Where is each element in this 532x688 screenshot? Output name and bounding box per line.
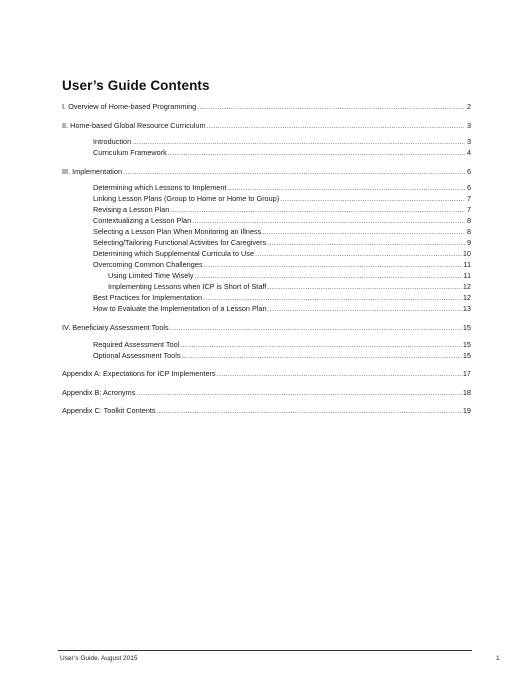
toc-dot-leader (136, 387, 461, 398)
toc-dot-leader (217, 368, 462, 379)
toc-dot-leader (168, 147, 465, 158)
footer-page-number: 1 (496, 655, 500, 662)
toc-entry-title: Optional Assessment Tools (93, 350, 181, 360)
toc-entry-title: Overcoming Common Challenges (93, 260, 203, 270)
toc-dot-leader (255, 248, 462, 259)
toc-entry-title: Appendix B: Acronyms (62, 387, 136, 397)
toc-entry-title: Introduction (93, 137, 132, 147)
toc-entry[interactable] (62, 182, 471, 193)
toc-entry-page-number: 8 (466, 227, 471, 237)
toc-entry-page-number: 15 (462, 322, 471, 332)
toc-entry-title: Using Limited Time Wisely (108, 271, 194, 281)
toc-entry-title: Implementing Lessons when ICP is Short of Staff (108, 282, 267, 292)
toc-entry-title: Revising a Lesson Plan (93, 205, 170, 215)
toc-entry[interactable] (62, 215, 471, 226)
toc-entry[interactable] (62, 204, 471, 215)
toc-entry-title: Curriculum Framework (93, 148, 167, 158)
toc-entry[interactable] (62, 248, 471, 259)
toc-entry-page-number: 7 (466, 194, 471, 204)
toc-dot-leader (123, 166, 465, 177)
toc-entry-title: I. Overview of Home-based Programming (62, 102, 197, 111)
page-title: User’s Guide Contents (62, 78, 210, 93)
toc-entry-page-number: 13 (462, 304, 471, 314)
toc-entry-title: Determining which Supplemental Curricula to Use (93, 249, 255, 259)
toc-dot-leader (180, 339, 462, 350)
toc-dot-leader (262, 226, 465, 237)
toc-entry[interactable] (62, 292, 471, 303)
toc-entry[interactable] (62, 405, 471, 416)
toc-dot-leader (204, 259, 463, 270)
toc-entry[interactable] (62, 259, 471, 270)
toc-entry[interactable] (62, 339, 471, 350)
toc-entry-page-number: 11 (463, 271, 471, 281)
footer-divider (58, 650, 472, 651)
toc-entry-page-number: 19 (462, 406, 471, 416)
toc-dot-leader (170, 204, 465, 215)
toc-entry-title: Determining which Lessons to Implement (93, 183, 227, 193)
toc-entry-page-number: 18 (462, 387, 471, 397)
toc-entry-page-number: 9 (466, 238, 471, 248)
toc-entry-title: Best Practices for Implementation (93, 293, 203, 303)
toc-entry-page-number: 17 (462, 369, 471, 379)
toc-entry-title: II. Home-based Global Resource Curriculum (62, 120, 206, 130)
toc-dot-leader (192, 215, 465, 226)
toc-entry[interactable] (62, 136, 471, 147)
toc-entry[interactable] (62, 387, 471, 398)
toc-dot-leader (203, 292, 462, 303)
toc-dot-leader (207, 120, 465, 131)
toc-entry-title: Linking Lesson Plans (Group to Home or Home to Group) (93, 194, 280, 204)
toc-dot-leader (280, 193, 465, 204)
toc-dot-leader (267, 281, 462, 292)
toc-entry-page-number: 12 (462, 293, 471, 303)
toc-entry-page-number: 7 (466, 205, 471, 215)
toc-entry[interactable] (62, 350, 471, 361)
toc-entry-page-number: 3 (466, 120, 471, 130)
toc-dot-leader (181, 350, 461, 361)
toc-entry-page-number: 10 (462, 249, 471, 259)
toc-entry-page-number: 6 (466, 166, 471, 176)
table-of-contents (62, 101, 471, 416)
toc-entry-title: Selecting a Lesson Plan When Monitoring an Illness (93, 227, 262, 237)
toc-entry[interactable] (62, 303, 471, 314)
toc-dot-leader (195, 270, 463, 281)
toc-entry-title: Contextualizing a Lesson Plan (93, 216, 192, 226)
toc-dot-leader (267, 237, 465, 248)
toc-entry-page-number: 2 (466, 102, 471, 111)
toc-entry-title: Appendix C: Toolkit Contents (62, 406, 156, 416)
toc-entry[interactable] (62, 368, 471, 379)
toc-entry-page-number: 6 (466, 183, 471, 193)
toc-entry[interactable] (62, 166, 471, 177)
toc-dot-leader (227, 182, 465, 193)
toc-entry[interactable] (62, 226, 471, 237)
footer-document-label: User’s Guide, August 2015 (60, 655, 138, 662)
toc-dot-leader (197, 101, 465, 112)
toc-dot-leader (132, 136, 465, 147)
toc-dot-leader (170, 322, 462, 333)
toc-entry-page-number: 8 (466, 216, 471, 226)
toc-entry-page-number: 15 (462, 339, 471, 349)
toc-entry[interactable] (62, 322, 471, 333)
toc-entry-page-number: 15 (462, 350, 471, 360)
toc-entry[interactable] (62, 237, 471, 248)
toc-entry-title: Appendix A: Expectations for ICP Implementers (62, 369, 216, 379)
toc-entry-title: IV. Beneficiary Assessment Tools (62, 322, 169, 332)
toc-entry-page-number: 12 (462, 282, 471, 292)
toc-dot-leader (268, 303, 462, 314)
toc-entry[interactable] (62, 281, 471, 292)
toc-entry-page-number: 4 (466, 148, 471, 158)
toc-entry-title: Required Assessment Tool (93, 339, 180, 349)
toc-entry-page-number: 3 (466, 137, 471, 147)
toc-entry[interactable] (62, 147, 471, 158)
toc-entry[interactable] (62, 270, 471, 281)
toc-entry[interactable] (62, 101, 471, 112)
toc-entry-title: III. Implementation (62, 166, 123, 176)
toc-entry[interactable] (62, 120, 471, 131)
toc-entry-title: Selecting/Tailoring Functional Activities for Caregivers (93, 238, 267, 248)
toc-entry-page-number: 11 (463, 260, 471, 270)
toc-entry-title: How to Evaluate the Implementation of a Lesson Plan (93, 304, 267, 314)
toc-dot-leader (157, 405, 462, 416)
toc-entry[interactable] (62, 193, 471, 204)
